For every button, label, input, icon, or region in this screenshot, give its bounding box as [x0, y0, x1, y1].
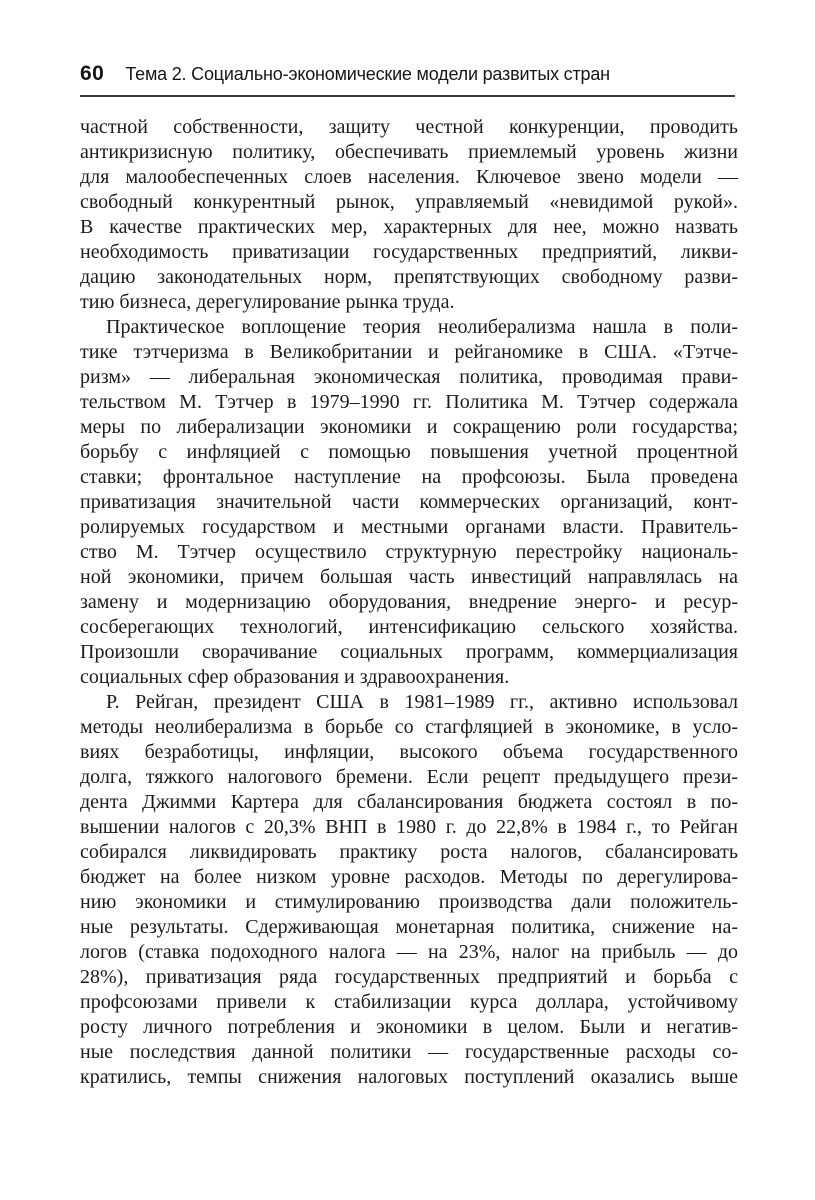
text-line: 28%), приватизация ряда государственных предприятий и борьба с: [80, 966, 738, 988]
text-line: ные последствия данной политики — государственные расходы со-: [80, 1041, 738, 1063]
text-line: ные результаты. Сдерживающая монетарная политика, снижение на-: [80, 916, 738, 938]
text-line: ной экономики, причем большая часть инвестиций направлялась на: [80, 566, 738, 588]
text-line: собирался ликвидировать практику роста налогов, сбалансировать: [80, 841, 738, 863]
text-line: тию бизнеса, дерегулирование рынка труда.: [80, 291, 455, 313]
paragraph: [80, 690, 738, 1090]
text-line: бюджет на более низком уровне расходов. Методы по дерегулирова-: [80, 866, 738, 888]
text-line: частной собственности, защиту честной конкуренции, проводить: [80, 116, 738, 138]
page-number: 60: [80, 62, 105, 85]
paragraph: [80, 315, 738, 690]
paragraph: [80, 115, 738, 315]
text-line: борьбу с инфляцией с помощью повышения учетной процентной: [80, 441, 738, 463]
text-line: профсоюзами привели к стабилизации курса доллара, устойчивому: [80, 991, 738, 1013]
text-line: свободный конкурентный рынок, управляемый «невидимой рукой».: [80, 191, 738, 213]
header-rule: [80, 95, 735, 97]
text-line: приватизация значительной части коммерческих организаций, конт-: [80, 491, 738, 513]
text-line: ставки; фронтальное наступление на профсоюзы. Была проведена: [80, 466, 738, 488]
header-row: [80, 62, 735, 86]
text-line: логов (ставка подоходного налога — на 23%, налог на прибыль — до: [80, 941, 738, 963]
text-line: росту личного потребления и экономики в целом. Были и негатив-: [80, 1016, 738, 1038]
text-line: социальных сфер образования и здравоохранения.: [80, 666, 510, 688]
text-line: виях безработицы, инфляции, высокого объема государственного: [80, 741, 738, 763]
text-line: дента Джимми Картера для сбалансирования бюджета состоял в по-: [80, 791, 738, 813]
text-line: замену и модернизацию оборудования, внедрение энерго- и ресур-: [80, 591, 738, 613]
text-line: меры по либерализации экономики и сокращению роли государства;: [80, 416, 738, 438]
running-header: [80, 62, 735, 97]
text-line: ролируемых государством и местными органами власти. Правитель-: [80, 516, 738, 538]
text-line: Р. Рейган, президент США в 1981–1989 гг., активно использовал: [106, 691, 738, 713]
text-line: ство М. Тэтчер осуществило структурную перестройку националь-: [80, 541, 738, 563]
text-line: тике тэтчеризма в Великобритании и рейганомике в США. «Тэтче-: [80, 341, 738, 363]
text-line: методы неолиберализма в борьбе со стагфляцией в экономике, в усло-: [80, 716, 738, 738]
text-line: сосберегающих технологий, интенсификацию сельского хозяйства.: [80, 616, 738, 638]
text-line: дацию законодательных норм, препятствующих свободному разви-: [80, 266, 738, 288]
text-line: необходимость приватизации государственных предприятий, ликви-: [80, 241, 738, 263]
page-body: [80, 115, 738, 1090]
text-line: тельством М. Тэтчер в 1979–1990 гг. Политика М. Тэтчер содержала: [80, 391, 738, 413]
text-line: ризм» — либеральная экономическая политика, проводимая прави-: [80, 366, 738, 388]
text-line: Произошли сворачивание социальных программ, коммерциализация: [80, 641, 738, 663]
text-line: вышении налогов с 20,3% ВНП в 1980 г. до 22,8% в 1984 г., то Рейган: [80, 816, 738, 838]
text-line: кратились, темпы снижения налоговых поступлений оказались выше: [80, 1066, 738, 1088]
text-line: антикризисную политику, обеспечивать приемлемый уровень жизни: [80, 141, 738, 163]
text-line: долга, тяжкого налогового бремени. Если рецепт предыдущего прези-: [80, 766, 738, 788]
text-line: Практическое воплощение теория неолиберализма нашла в поли-: [106, 316, 738, 338]
text-line: нию экономики и стимулированию производства дали положитель-: [80, 891, 738, 913]
text-line: для малообеспеченных слоев населения. Ключевое звено модели —: [80, 166, 738, 188]
chapter-title: Тема 2. Социально-экономические модели развитых стран: [125, 64, 610, 84]
text-line: В качестве практических мер, характерных для нее, можно назвать: [80, 216, 738, 238]
